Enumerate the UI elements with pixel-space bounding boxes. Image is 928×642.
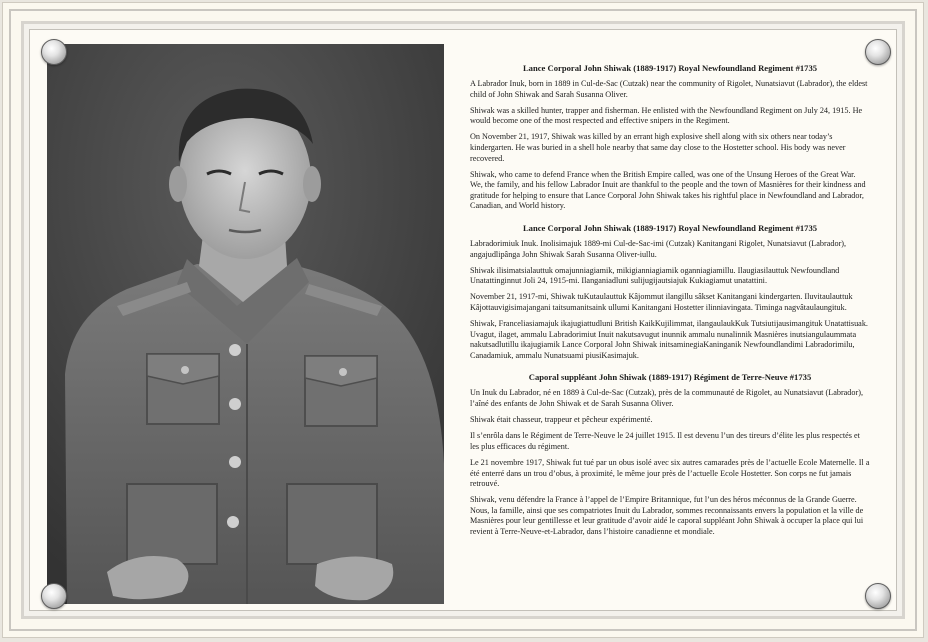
paragraph: A Labrador Inuk, born in 1889 in Cul-de-Sac (Cutzak) near the community of Rigolet, Nunatsiavut (Labrador), the eldest child of John Shiwak and Sarah Susanna Oliver. bbox=[470, 79, 868, 99]
section-french bbox=[470, 372, 870, 537]
paragraph: November 21, 1917-mi, Shiwak tuKutaulauttuk Kâjommut ilangillu sâkset Kanitangani kindergarten. Iluvitaulauttuk Kâjottauvigisimajangani taitsumanitsaink ullumi Kanitangani Hostetter ilinniavingata. Timinga nagvâtaulaungituk. bbox=[470, 292, 853, 312]
mounting-screw-icon bbox=[865, 39, 891, 65]
paragraph: Shiwak was a skilled hunter, trapper and fisherman. He enlisted with the Newfoundland Regiment on July 24, 1915. He would become one of the most respected and effective snipers in the Regiment. bbox=[470, 105, 863, 126]
paragraph: Shiwak ilisimatsialauttuk omajunniagiamik, mikigianniagiamik oganniagiamillu. Ilaugiasilauttuk Newfoundland Unatattinginnut Joli 24, 1915-mi. Ilanganiadluni sulijugijautsiajuk Kukiagiamut unatattini. bbox=[470, 265, 840, 286]
heading-inuktitut: Lance Corporal John Shiwak (1889-1917) Royal Newfoundland Regiment #1735 bbox=[522, 223, 818, 234]
paragraph: Shiwak, venu défendre la France à l’appel de l’Empire Britannique, fut l’un des héros méconnus de la Grande Guerre. Nous, la famille, ainsi que ses compatriotes Inuit du Labrador, sommes reconnaissants envers la population et la ville de Masnières pour leur gentillesse et leur gratitude d’avoir aidé le caporal suppléant John Shiwak à occuper la place qui lui revient à Terre-Neuve-et-Labrador, dans l’histoire canadienne et mondiale. bbox=[470, 495, 864, 536]
paragraph: Le 21 novembre 1917, Shiwak fut tué par un obus isolé avec six autres camarades près de l’actuelle Ecole Maternelle. Il a été enterré dans un trou d’obus, à proximité, le même jour près de l’actuelle Ecole Hostetter. Son corps ne fut jamais retrouvé. bbox=[470, 457, 870, 489]
paragraph: Shiwak était chasseur, trappeur et pêcheur expérimenté. bbox=[470, 415, 653, 425]
paragraph: Labradorimiuk Inuk. Inolisimajuk 1889-mi Cul-de-Sac-imi (Cutzak) Kanitangani Rigolet, Nunatsiavut (Labrador), angajudlipânga John Shiwak Sarah Susanna Oliver-iullu. bbox=[470, 239, 847, 259]
mounting-screw-icon bbox=[41, 39, 67, 65]
heading-french: Caporal suppléant John Shiwak (1889-1917) Régiment de Terre-Neuve #1735 bbox=[528, 372, 812, 383]
mounting-screw-icon bbox=[41, 583, 67, 609]
paragraph: Shiwak, who came to defend France when the British Empire called, was one of the Unsung Heroes of the Great War. We, the family, and his fellow Labrador Inuit are thankful to the people and the town of Masnières for their kindness and gratitude for helping to ensure that Lance Corporal John Shiwak takes his rightful place in Newfoundland and Labrador, Canadian, and World history. bbox=[470, 169, 866, 211]
paragraph: Shiwak, Franceliasiamajuk ikajugiattudluni British KaikKujilimmat, ilangaulaukKuk Tutsiutijausimangituk Unatattisuak. Uvagut, ilaget, ammalu Labradorimiut Inuit nakutsavugut inunnik ammalu nunalinnik Masnières inutsiangulaummata nakutsadlutillu ikajugiamik Lance Corporal John Shiwak initsaminegiaKaninganik Newfoundlandimi Labradorimilu, Canadamiuk, ammalu Nunatsuami piusiKasimajuk. bbox=[470, 319, 868, 360]
paragraph: Il s’enrôla dans le Régiment de Terre-Neuve le 24 juillet 1915. Il est devenu l’un des tireurs d’élite les plus respectés et les plus efficaces du régiment. bbox=[470, 431, 860, 451]
paragraph: Un Inuk du Labrador, né en 1889 à Cul-de-Sac (Cutzak), près de la communauté de Rigolet, au Nunatsiavut (Labrador), l’aîné des enfants de John Shiwak et de Sarah Susanna Oliver. bbox=[470, 388, 863, 409]
memorial-plaque bbox=[2, 2, 924, 638]
soldier-portrait-illustration bbox=[47, 44, 444, 604]
heading-english: Lance Corporal John Shiwak (1889-1917) Royal Newfoundland Regiment #1735 bbox=[522, 63, 818, 73]
section-english bbox=[470, 63, 870, 212]
portrait-photo bbox=[47, 44, 444, 604]
memorial-text bbox=[470, 63, 870, 603]
mounting-screw-icon bbox=[865, 583, 891, 609]
section-inuktitut bbox=[470, 223, 870, 361]
paragraph: On November 21, 1917, Shiwak was killed by an errant high explosive shell along with six others near today’s kindergarten. He was buried in a shell hole nearby that same day close to the Hostetter school. His body was never recovered. bbox=[470, 132, 846, 163]
